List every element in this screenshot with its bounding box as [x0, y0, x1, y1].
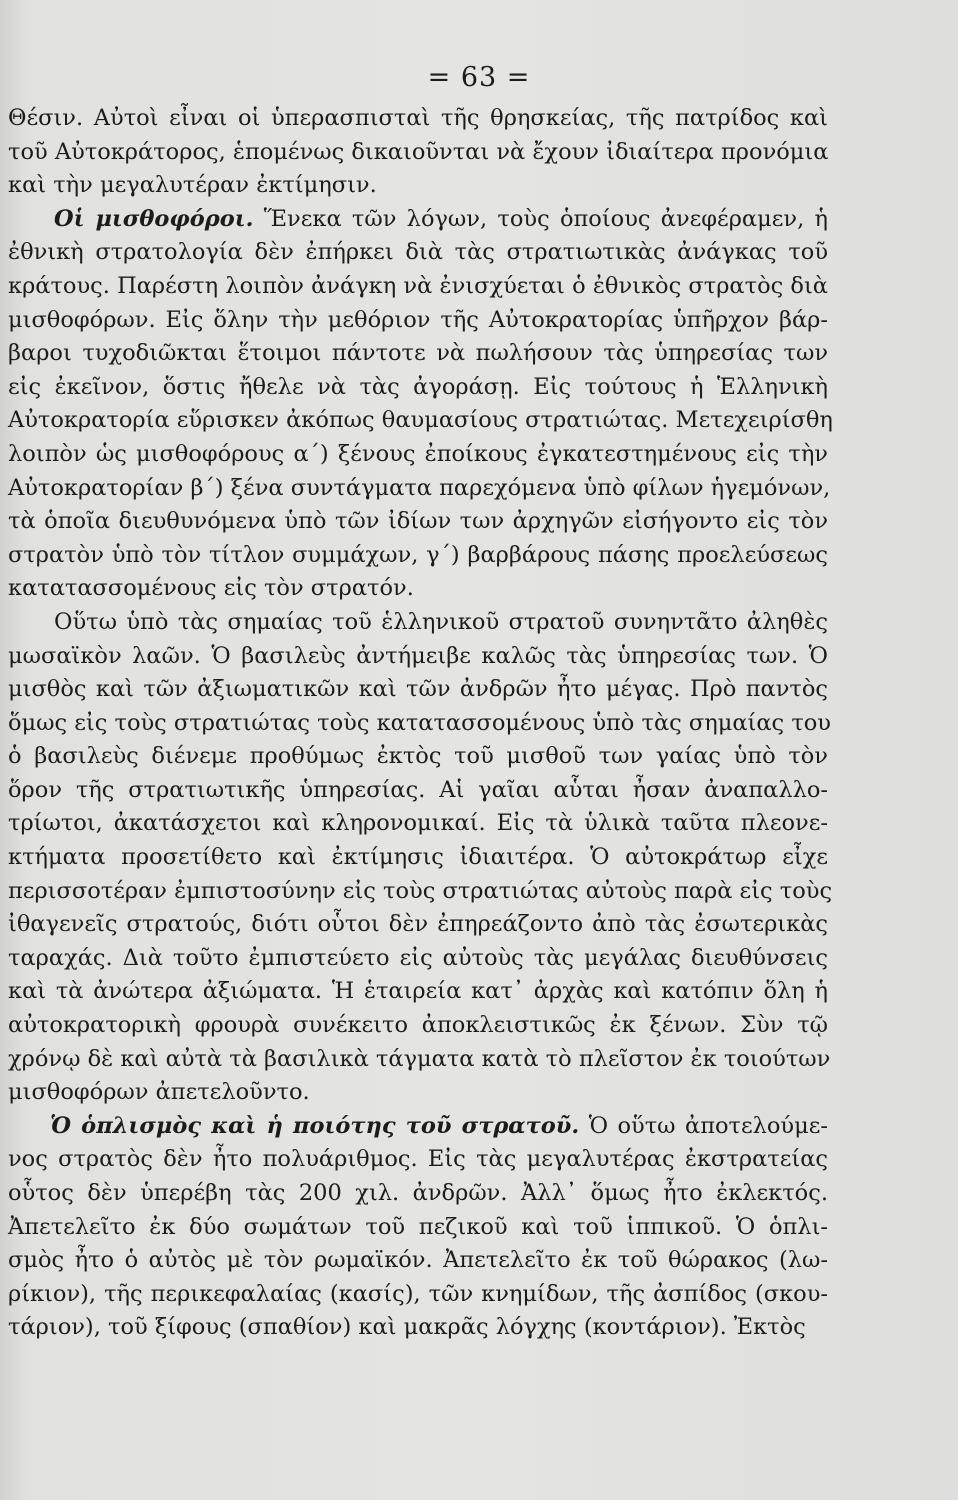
line-text: οὗτος δὲν ὑπερέβη τὰς 200 χιλ. ἀνδρῶν. Ἀλλ᾽ ὅμως ἦτο ἐκλεκτός.	[8, 1180, 828, 1206]
line-text: μισθὸς καὶ τῶν ἀξιωματικῶν καὶ τῶν ἀνδρῶν ἦτο μέγας. Πρὸ παντὸς	[8, 676, 828, 703]
text-line	[8, 807, 828, 841]
text-line	[8, 606, 828, 640]
line-text: λοιπὸν ὡς μισθοφόρους α΄) ξένους ἐποίκους ἐγκατεστημένους εἰς τὴν	[8, 440, 828, 467]
line-text: τοῦ Αὐτοκράτορος, ἑπομένως δικαιοῦνται νὰ ἔχουν ἰδιαίτερα προνόμια	[8, 138, 829, 165]
text-line	[8, 304, 828, 338]
line-text: τὰ ὁποῖα διευθυνόμενα ὑπὸ τῶν ἰδίων των ἀρχηγῶν εἰσήγοντο εἰς τὸν	[8, 508, 828, 535]
line-text: μισθοφόρων ἀπετελοῦντο.	[8, 1079, 310, 1106]
text-line	[8, 841, 828, 875]
line-text: ὅμως εἰς τοὺς στρατιώτας τοὺς κατατασσομένους ὑπὸ τὰς σημαίας του	[8, 709, 831, 736]
line-text: ἐθνικὴ στρατολογία δὲν ἐπήρκει διὰ τὰς στρατιωτικὰς ἀνάγκας τοῦ	[8, 239, 828, 266]
line-text: Ἕνεκα τῶν λόγων, τοὺς ὁποίους ἀνεφέραμεν, ἡ	[253, 205, 829, 232]
line-text: ὁ βασιλεὺς διένεμε προθύμως ἐκτὸς τοῦ μισθοῦ των γαίας ὑπὸ τὸν	[8, 743, 828, 770]
line-text: κράτους. Παρέστη λοιπὸν ἀνάγκη νὰ ἐνισχύεται ὁ ἐθνικὸς στρατὸς διὰ	[8, 272, 828, 299]
text-line	[8, 1110, 828, 1144]
text-line	[8, 740, 828, 774]
text-line	[8, 975, 828, 1009]
line-text: αὐτοκρατορικὴ φρουρὰ συνέκειτο ἀποκλειστικῶς ἐκ ξένων. Σὺν τῷ	[8, 1012, 828, 1039]
text-line	[8, 337, 828, 371]
line-text: καὶ τὰ ἀνώτερα ἀξιώματα. Ἡ ἑταιρεία κατ᾽ ἀρχὰς καὶ κατόπιν ὅλη ἡ	[8, 978, 828, 1005]
line-text: σμὸς ἦτο ὁ αὐτὸς μὲ τὸν ρωμαϊκόν. Ἀπετελεῖτο ἐκ τοῦ θώρακος (λω-	[8, 1247, 828, 1274]
line-text: χρόνῳ δὲ καὶ αὐτὰ τὰ βασιλικὰ τάγματα κατὰ τὸ πλεῖστον ἐκ τοιούτων	[8, 1045, 831, 1072]
text-line	[8, 942, 828, 976]
page-number: = 63 =	[427, 62, 531, 93]
text-line	[8, 1009, 828, 1043]
text-line	[8, 505, 828, 539]
text-line	[8, 270, 828, 304]
text-line	[8, 640, 828, 674]
line-text: τάριον), τοῦ ξίφους (σπαθίον) καὶ μακρᾶς λόγχης (κοντάριον). Ἐκτὸς	[8, 1314, 806, 1341]
line-text: βαροι τυχοδιῶκται ἕτοιμοι πάντοτε νὰ πωλήσουν τὰς ὑπηρεσίας των	[8, 340, 828, 367]
text-line	[8, 404, 833, 438]
line-text: περισσοτέραν ἐμπιστοσύνην εἰς τοὺς στρατιώτας αὐτοὺς παρὰ εἰς τοὺς	[8, 877, 833, 904]
line-text: νος στρατὸς δὲν ἦτο πολυάριθμος. Εἰς τὰς μεγαλυτέρας ἐκστρατείας	[8, 1146, 828, 1173]
line-text: ὅρον τῆς στρατιωτικῆς ὑπηρεσίας. Αἱ γαῖαι αὗται ἦσαν ἀναπαλλο-	[8, 776, 828, 803]
text-line	[8, 539, 828, 573]
line-text: καὶ τὴν μεγαλυτέραν ἐκτίμησιν.	[8, 172, 377, 199]
text-line	[8, 875, 833, 909]
section-heading: Οἱ μισθοφόροι.	[54, 205, 254, 232]
line-text: κτήματα προσετίθετο καὶ ἐκτίμησις ἰδιαιτέρα. Ὁ αὐτοκράτωρ εἶχε	[8, 844, 828, 871]
text-line	[8, 169, 828, 203]
line-text: ρίκιον), τῆς περικεφαλαίας (κασίς), τῶν κνημίδων, τῆς ἀσπίδος (σκου-	[8, 1280, 828, 1307]
text-line	[8, 1211, 828, 1245]
line-text: Αὐτοκρατορίαν β΄) ξένα συντάγματα παρεχόμενα ὑπὸ φίλων ἡγεμόνων,	[8, 474, 831, 501]
line-text: μισθοφόρων. Εἰς ὅλην τὴν μεθόριον τῆς Αὐτοκρατορίας ὑπῆρχον βάρ-	[8, 306, 828, 333]
text-line	[8, 236, 828, 270]
text-line	[8, 707, 831, 741]
text-line	[8, 1143, 828, 1177]
body-text	[8, 102, 833, 1345]
text-line	[8, 203, 828, 237]
line-text: ἰθαγενεῖς στρατούς, διότι οὗτοι δὲν ἐπηρεάζοντο ἀπὸ τὰς ἐσωτερικὰς	[8, 911, 828, 938]
text-line	[8, 102, 828, 136]
text-line	[8, 136, 828, 170]
line-text: τρίωτοι, ἀκατάσχετοι καὶ κληρονομικαί. Εἰς τὰ ὑλικὰ ταῦτα πλεονε-	[8, 810, 828, 837]
text-line	[8, 371, 828, 405]
text-line	[8, 1076, 828, 1110]
line-text: στρατὸν ὑπὸ τὸν τίτλον συμμάχων, γ΄) βαρβάρους πάσης προελεύσεως	[8, 541, 828, 568]
line-text: ταραχάς. Διὰ τοῦτο ἐμπιστεύετο εἰς αὐτοὺς τὰς μεγάλας διευθύνσεις	[8, 944, 828, 971]
text-line	[8, 1311, 828, 1345]
text-line	[8, 472, 831, 506]
line-text: Θέσιν. Αὐτοὶ εἶναι οἱ ὑπερασπισταὶ τῆς θρησκείας, τῆς πατρίδος καὶ	[8, 105, 828, 131]
line-text: Ἀπετελεῖτο ἐκ δύο σωμάτων τοῦ πεζικοῦ καὶ τοῦ ἱππικοῦ. Ὁ ὁπλι-	[8, 1213, 828, 1240]
text-line	[8, 1177, 828, 1211]
line-text: μωσαϊκὸν λαῶν. Ὁ βασιλεὺς ἀντήμειβε καλῶς τὰς ὑπηρεσίας των. Ὁ	[8, 642, 828, 669]
line-text: Αὐτοκρατορία εὕρισκεν ἀκόπως θαυμασίους στρατιώτας. Μετεχειρίσθη	[8, 407, 833, 434]
text-line	[8, 774, 828, 808]
text-line	[8, 673, 828, 707]
text-line	[8, 1043, 831, 1077]
text-line	[8, 572, 828, 606]
text-line	[8, 1244, 828, 1278]
text-line	[8, 1278, 828, 1312]
text-line	[8, 908, 828, 942]
section-heading: Ὁ ὁπλισμὸς καὶ ἡ ποιότης τοῦ στρατοῦ.	[50, 1112, 580, 1139]
line-text: εἰς ἐκεῖνον, ὅστις ἤθελε νὰ τὰς ἀγοράσῃ. Εἰς τούτους ἡ Ἑλληνικὴ	[8, 373, 828, 400]
line-text: Ὁ οὕτω ἀποτελούμε-	[579, 1112, 828, 1139]
line-text: κατατασσομένους εἰς τὸν στρατόν.	[8, 575, 414, 602]
line-text: Οὕτω ὑπὸ τὰς σημαίας τοῦ ἑλληνικοῦ στρατοῦ συνηντᾶτο ἀληθὲς	[54, 608, 828, 635]
text-line	[8, 438, 828, 472]
